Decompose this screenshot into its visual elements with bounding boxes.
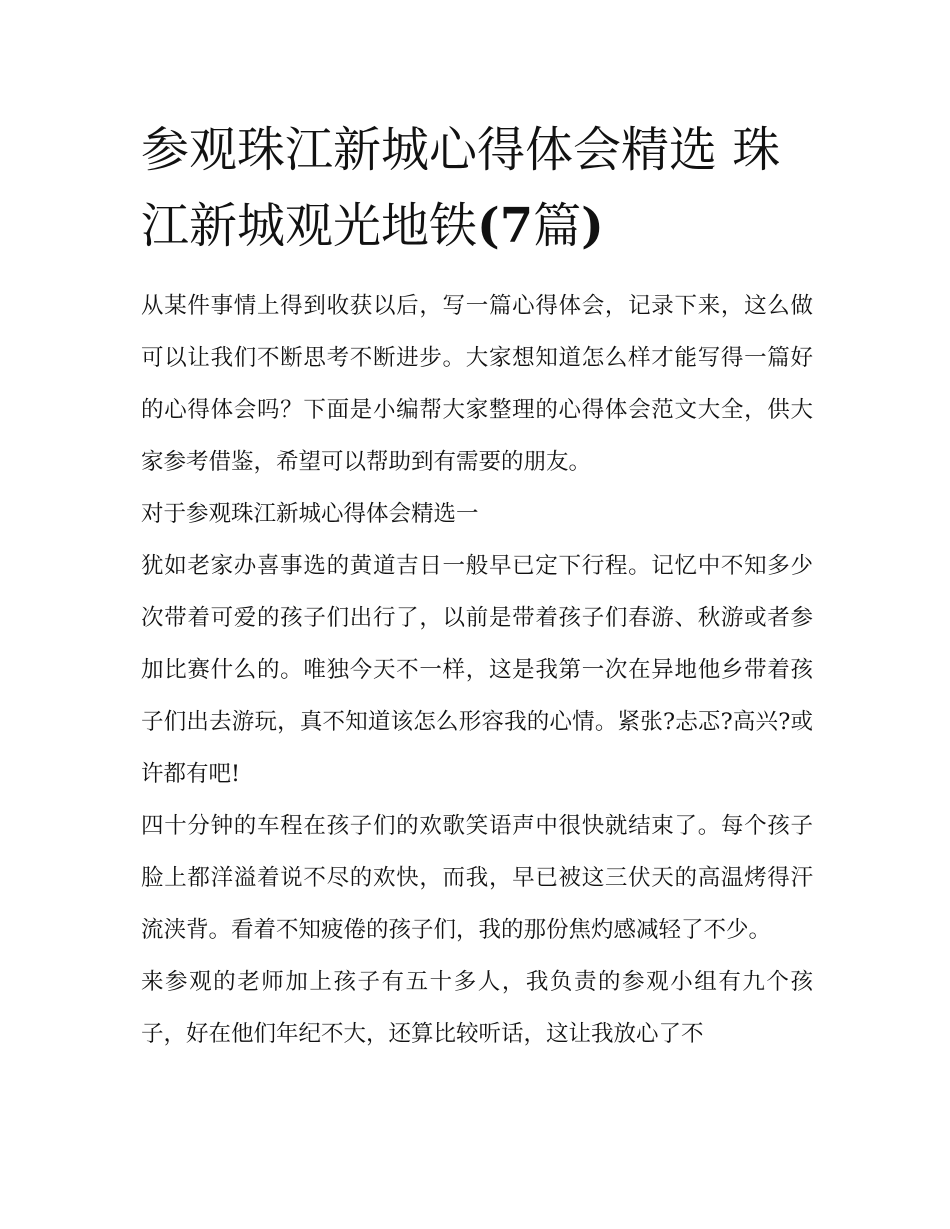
body-paragraph: 四十分钟的车程在孩子们的欢歌笑语声中很快就结束了。每个孩子脸上都洋溢着说不尽的欢快，而我，早已被这三伏天的高温烤得汗流浃背。看着不知疲倦的孩子们，我的那份焦灼感减轻了不少。: [141, 813, 813, 943]
document-body: [141, 280, 813, 1060]
document-page: [141, 112, 813, 1060]
body-paragraph: 来参观的老师加上孩子有五十多人，我负责的参观小组有九个孩子，好在他们年纪不大，还算比较听话，这让我放心了不: [141, 969, 813, 1047]
document-title: 参观珠江新城心得体会精选 珠江新城观光地铁(7篇): [141, 122, 781, 254]
section-heading: 对于参观珠江新城心得体会精选一: [141, 501, 479, 527]
body-paragraph: 犹如老家办喜事选的黄道吉日一般早已定下行程。记忆中不知多少次带着可爱的孩子们出行了，以前是带着孩子们春游、秋游或者参加比赛什么的。唯独今天不一样，这是我第一次在异地他乡带着孩子们出去游玩，真不知道该怎么形容我的心情。紧张?忐忑?高兴?或许都有吧!: [141, 553, 813, 787]
intro-paragraph: 从某件事情上得到收获以后，写一篇心得体会，记录下来，这么做可以让我们不断思考不断进步。大家想知道怎么样才能写得一篇好的心得体会吗？下面是小编帮大家整理的心得体会范文大全，供大家参考借鉴，希望可以帮助到有需要的朋友。: [141, 293, 813, 475]
